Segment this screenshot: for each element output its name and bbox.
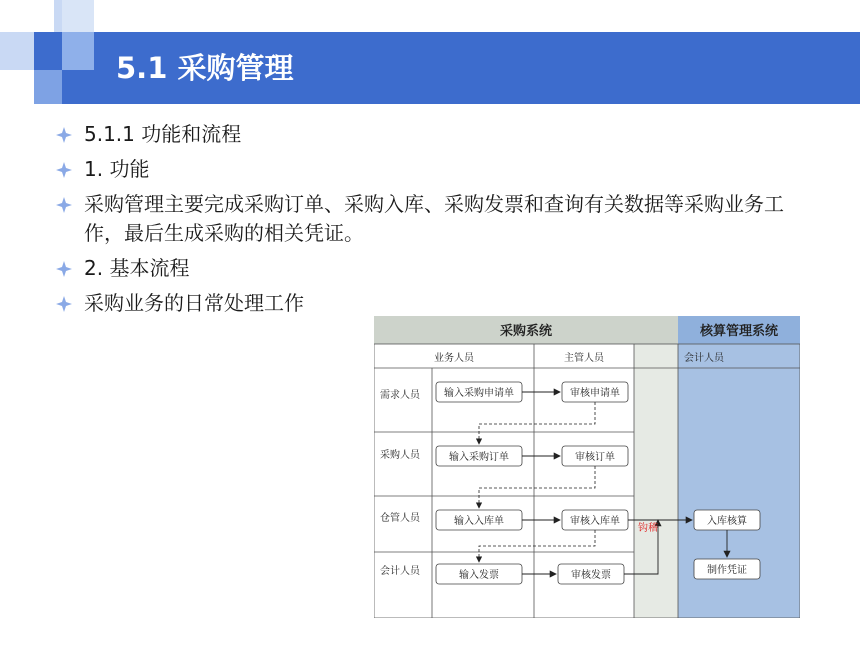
row-label-requester: 需求人员 [380, 390, 420, 401]
header-decoration-square [34, 70, 62, 104]
bullet-item [56, 190, 814, 248]
column-header-accountant: 会计人员 [684, 353, 724, 364]
system-label-accounting: 核算管理系统 [699, 324, 779, 339]
row-label-warehouse: 仓管人员 [380, 513, 420, 524]
diamond-bullet-icon [56, 296, 72, 312]
box-label-input-receipt: 输入入库单 [454, 516, 504, 527]
system-label-purchase: 采购系统 [499, 324, 553, 339]
hook-label: 钩稽 [638, 523, 658, 534]
bullet-list [56, 120, 816, 324]
bullet-text: 1. 功能 [84, 157, 150, 181]
bullet-item [56, 155, 816, 184]
diamond-bullet-icon [56, 197, 72, 213]
box-label-review-requisition: 审核申请单 [570, 388, 620, 399]
box-label-input-invoice: 输入发票 [459, 570, 499, 581]
bullet-text: 2. 基本流程 [84, 256, 190, 280]
bullet-item [56, 120, 816, 149]
diamond-bullet-icon [56, 127, 72, 143]
diamond-bullet-icon [56, 261, 72, 277]
bullet-text: 采购管理主要完成采购订单、采购入库、采购发票和查询有关数据等采购业务工作，最后生成采购的相关凭证。 [84, 192, 784, 245]
header-decoration-square [0, 32, 34, 70]
procurement-flow-diagram [374, 316, 800, 618]
bullet-text: 采购业务的日常处理工作 [84, 291, 304, 315]
box-label-input-order: 输入采购订单 [449, 452, 509, 463]
box-label-review-receipt: 审核入库单 [570, 516, 620, 527]
page-title: 5.1 采购管理 [116, 51, 294, 85]
column-header-business: 业务人员 [434, 353, 474, 364]
box-label-review-order: 审核订单 [575, 452, 615, 463]
row-label-accountant: 会计人员 [380, 566, 420, 577]
bullet-item [56, 289, 816, 318]
diamond-bullet-icon [56, 162, 72, 178]
bullet-item [56, 254, 816, 283]
box-label-review-invoice: 审核发票 [571, 570, 611, 581]
column-header-supervisor: 主管人员 [564, 353, 604, 364]
bullet-text: 5.1.1 功能和流程 [84, 122, 242, 146]
header-decoration-square [62, 32, 94, 70]
box-label-input-requisition: 输入采购申请单 [444, 388, 514, 399]
accounting-lane [634, 344, 678, 618]
box-label-inbound-accounting: 入库核算 [707, 516, 747, 527]
row-label-purchaser: 采购人员 [380, 450, 420, 461]
box-label-make-voucher: 制作凭证 [707, 565, 747, 576]
